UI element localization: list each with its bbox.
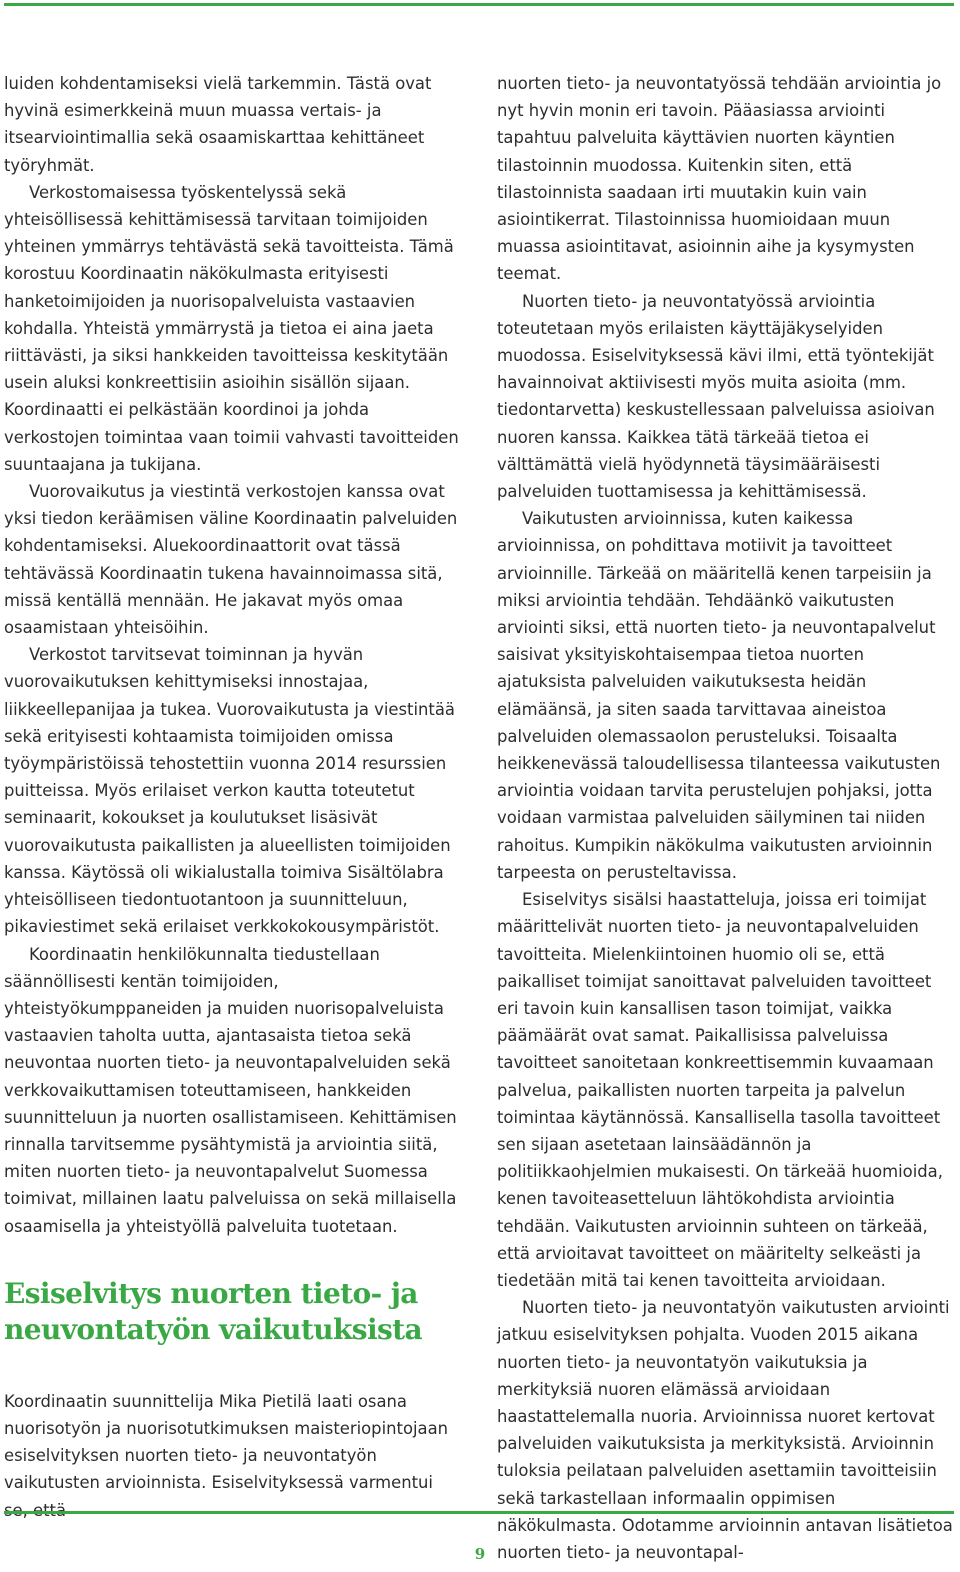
right-column — [497, 70, 954, 1566]
paragraph: Vaikutusten arvioinnissa, kuten kaikessa arvioinnissa, on pohdittava motiivit ja tavoitteet arvioinnille. Tärkeää on määritellä kenen tarpeisiin ja miksi arviointia tehdään. Tehdäänkö vaikutusten arviointi siksi, että nuorten tieto- ja neuvontapalvelut saisivat yksityiskohtaisempaa tietoa nuorten ajatuksista palveluiden vaikutuksesta heidän elämäänsä, ja siten saada tarvittavaa aineistoa palveluiden olemassaolon perusteluksi. Toisaalta heikkenevässä taloudellisessa tilanteessa vaikutusten arviointia voidaan tarvita perustelujen pohjaksi, jotta voidaan varmistaa palveluiden säilyminen tai niiden rahoitus. Kumpikin näkökulma vaikutusten arvioinnin tarpeesta on perusteltavissa. — [497, 509, 941, 882]
paragraph: Nuorten tieto- ja neuvontatyössä arviointia toteutetaan myös erilaisten käyttäjäkyselyiden muodossa. Esiselvityksessä kävi ilmi, että työntekijät havainnoivat aktiivisesti myös muita asioita (mm. tiedontarvetta) keskustellessaan palveluissa asioivan nuoren kanssa. Kaikkea tätä tärkeää tietoa ei välttämättä vielä hyödynnetä täysimääräisesti palveluiden tuottamisessa ja kehittämisessä. — [497, 291, 935, 502]
paragraph: Vuorovaikutus ja viestintä verkostojen kanssa ovat yksi tiedon keräämisen väline Koordinaatin palveluiden kohdentamiseksi. Aluekoordinaattorit ovat tässä tehtävässä Koordinaatin tukena havainnoimassa sitä, missä kentällä mennään. He jakavat myös omaa osaamistaan yhteisöihin. — [4, 482, 458, 638]
page-number: 9 — [474, 1545, 486, 1563]
paragraph: Verkostot tarvitsevat toiminnan ja hyvän vuorovaikutuksen kehittymiseksi innostajaa, liikkeellepanijaa ja tukea. Vuorovaikutusta ja viestintää sekä erityisesti kohtaamista toimijoiden omissa työympäristöissä tehostettiin vuonna 2014 resurssien puitteissa. Myös erilaiset verkon kautta toteutetut seminaarit, kokoukset ja koulutukset lisäsivät vuorovaikutusta paikallisten ja alueellisten toimijoiden kanssa. Käytössä oli wikialustalla toimiva Sisältölabra yhteisölliseen tiedontuotantoon ja suunnitteluun, pikaviestimet sekä erilaiset verkkokokousympäristöt. — [4, 645, 455, 937]
bottom-rule — [4, 1511, 954, 1514]
paragraph: Verkostomaisessa työskentelyssä sekä yhteisöllisessä kehittämisessä tarvitaan toimijoiden yhteinen ymmärrys tehtävästä sekä tavoitteista. Tämä korostuu Koordinaatin näkökulmasta erityisesti hanketoimijoiden ja nuorisopalveluista vastaavien kohdalla. Yhteistä ymmärrystä ja tietoa ei aina jaeta riittävästi, ja siksi hankkeiden tavoitteissa keskitytään usein aluksi konkreettisiin asioihin sisällön sijaan. Koordinaatti ei pelkästään koordinoi ja johda verkostojen toimintaa vaan toimii vahvasti tavoitteiden suuntaajana ja tukijana. — [4, 182, 459, 474]
paragraph: Koordinaatin henkilökunnalta tiedustellaan säännöllisesti kentän toimijoiden, yhteistyökumppaneiden ja muiden nuorisopalveluista vastaavien taholta uutta, ajantasaista tietoa sekä neuvontaa nuorten tieto- ja neuvontapalveluiden sekä verkkovaikuttamisen toteuttamiseen, hankkeiden suunnitteluun ja nuorten osallistamiseen. Kehittämisen rinnalla tarvitsemme pysähtymistä ja arviointia siitä, miten nuorten tieto- ja neuvontapalvelut Suomessa toimivat, millainen laatu palveluissa on sekä millaisella osaamisella ja yhteistyöllä palveluita tuotetaan. — [4, 944, 457, 1236]
top-rule — [4, 3, 954, 6]
paragraph: luiden kohdentamiseksi vielä tarkemmin. Tästä ovat hyvinä esimerkkeinä muun muassa vertais- ja itsearviointimallia sekä osaamiskarttaa kehittäneet työryhmät. — [4, 74, 432, 175]
paragraph: Nuorten tieto- ja neuvontatyön vaikutusten arviointi jatkuu esiselvityksen pohjalta. Vuoden 2015 aikana nuorten tieto- ja neuvontatyön vaikutuksia ja merkityksiä nuoren elämässä arvioidaan haastattelemalla nuoria. Arvioinnissa nuoret kertovat palveluiden vaikutuksista ja merkityksistä. Arvioinnin tuloksia peilataan palveluiden asettamiin tavoitteisiin sekä tarkastellaan informaalin oppimisen näkökulmasta. Odotamme arvioinnin antavan lisätietoa nuorten tieto- ja neuvontapal- — [497, 1298, 953, 1562]
section-heading: Esiselvitys nuorten tieto- ja neuvontatyön vaikutuksista — [4, 1276, 423, 1346]
left-column — [4, 70, 462, 1524]
paragraph: Koordinaatin suunnittelija Mika Pietilä laati osana nuorisotyön ja nuorisotutkimuksen maisteriopintojaan esiselvityksen nuorten tieto- ja neuvontatyön vaikutusten arvioinnista. Esiselvityksessä varmentui — [4, 1391, 449, 1493]
paragraph: nuorten tieto- ja neuvontatyössä tehdään arviointia jo nyt hyvin monin eri tavoin. Pääasiassa arviointi tapahtuu palveluita käyttävien nuorten käyntien tilastoinnin muodossa. Kuitenkin siten, että tilastoinnista saadaan irti muutakin kuin vain asiointikerrat. Tilastoinnissa huomioidaan muun muassa asiointitavat, asioinnin aihe ja kysymysten teemat. — [497, 74, 942, 284]
paragraph: Esiselvitys sisälsi haastatteluja, joissa eri toimijat määrittelivät nuorten tieto- ja neuvontapalveluiden tavoitteita. Mielenkiintoinen huomio oli se, että paikalliset toimijat sanoittavat palveluiden tavoitteet eri tavoin kuin kansallisen tason toimijat, vaikka päämäärät ovat samat. Paikallisissa palveluissa tavoitteet sanoitetaan konkreettisemmin kuvaamaan palvelua, paikallisten nuorten tarpeita ja palvelun toimintaa käytännössä. Kansallisella tasolla tavoitteet sen sijaan asetetaan lainsäädännön ja politiikkaohjelmien mukaisesti. On tärkeää huomioida, kenen tavoiteasetteluun lähtökohdista arviointia tehdään. Vaikutusten arvioinnin suhteen on tärkeää, että arvioitavat tavoitteet on määritelty selkeästi ja tiedetään mitä tai kenen tavoitteita arvioidaan. — [497, 890, 943, 1290]
